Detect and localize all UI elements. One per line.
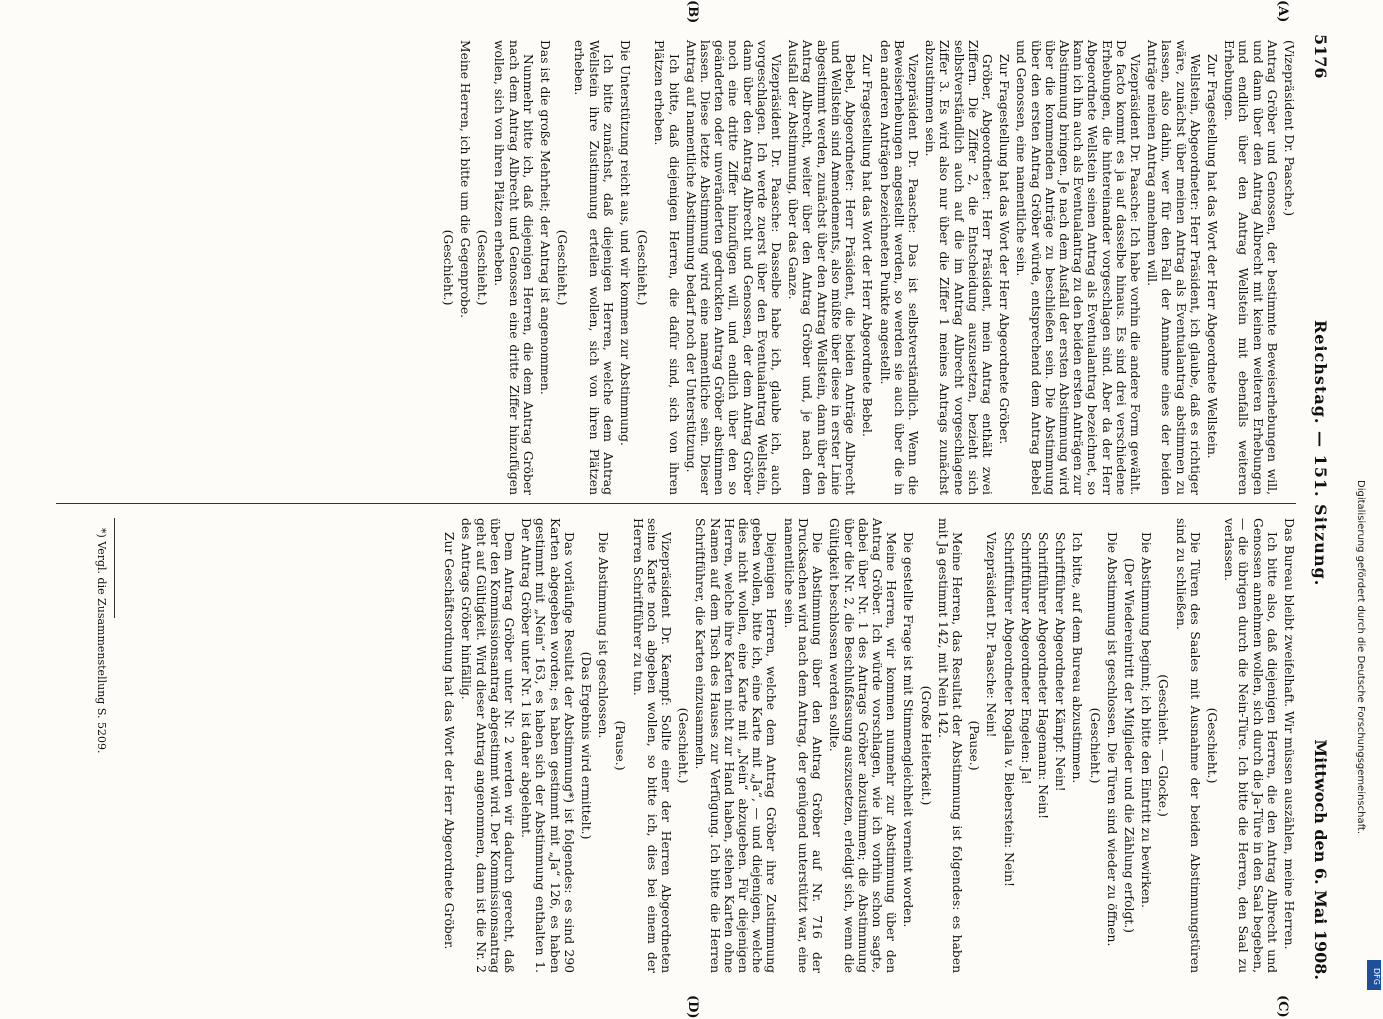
paragraph: (Große Heiterkeit.) (918, 685, 933, 806)
paragraph: Schriftführer Abgeordneter Rogalla v. Bieberstein: Nein! (1001, 532, 1016, 887)
paragraph: Ich bitte also, daß diejenigen Herren, die den Antrag Albrecht und Genossen annehmen wollen, sich durch die Ja-Türe in den Saal begeben, — die übrigen durch die Nein-Türe. Ich bitte die Herren, den Saal zu verlassen. (1222, 518, 1279, 973)
paragraph: Zur Fragestellung hat das Wort der Herr Abgeordnete Wellstein. (1204, 54, 1219, 459)
margin-marker-c: (C) (1275, 995, 1290, 1018)
paragraph: Diejenigen Herren, welche dem Antrag Gröber ihre Zustimmung geben wollen, bitte ich, eine Karte mit „Ja“, — und diejenigen, welche dies nicht wollen, eine Karte mit „Nein“ abzugeben. Für diejenigen Herren, welche ihre Karten nicht zur Hand haben, stehen Karten ohne Namen auf dem Tisch des Hauses zur Verfügung. Ich bitte die Herren Schriftführer, die Karten einzusammeln. (693, 518, 779, 973)
paragraph: Die gestellte Frage ist mit Stimmengleichheit verneint worden. (901, 532, 916, 928)
column-divider (56, 503, 1296, 504)
paragraph: (Pause.) (967, 720, 982, 771)
paragraph: Zur Geschäftsordnung hat das Wort der Herr Abgeordnete Gröber. (442, 532, 457, 950)
paragraph: (Geschieht. — Glocke.) (1156, 674, 1171, 817)
digitization-credit: Digitalisierung gefördert durch die Deutsche Forschungsgemeinschaft. (1355, 480, 1366, 835)
dfg-logo: DFG (1367, 960, 1381, 990)
page-title: Reichstag. — 151. Sitzung. (1311, 320, 1330, 587)
paragraph: Die Abstimmung ist geschlossen. (596, 532, 611, 739)
paragraph: Das Bureau bleibt zweifelhaft. Wir müssen auszählen, meine Herren. (1282, 518, 1296, 950)
paragraph: Nunmehr bitte ich, daß diejenigen Herren, die dem Antrag Gröber nach dem Antrag Albrecht und Genossen eine dritte Ziffer hinzufügen wollen, sich von ihren Plätzen erheben. (492, 40, 535, 495)
paragraph: Das vorläufige Resultat der Abstimmung*) ist folgendes: es sind 290 Karten abgegeben worden; es haben gestimmt mit „Ja“ 126, es haben gestimmt mit „Nein“ 163, es haben sich der Abstimmung enthalten 1. Der Antrag Gröber unter Nr. 1 ist daher abgelehnt. (519, 518, 576, 973)
paragraph: Schriftführer Abgeordneter Engelen: Ja! (1018, 532, 1033, 785)
paragraph: Gröber, Abgeordneter: Herr Präsident, mein Antrag enthält zwei Ziffern. Die Ziffer 2, die Entscheidung auszusetzen, bezieht sich selbstverständlich auch auf die im Antrag Albrecht vorgeschlagene Ziffer 3. Es wird also nur über die Ziffer 1 meines Antrags zunächst abzustimmen sein. (923, 40, 994, 495)
paragraph: (Der Wiedereintritt der Mitglieder und die Zählung erfolgt.) (1121, 558, 1136, 933)
paragraph: Das ist die große Mehrheit; der Antrag ist angenommen. (538, 40, 553, 395)
paragraph: Die Türen des Saales mit Ausnahme der beiden Abstimmungstüren sind zu schließen. (1173, 518, 1202, 973)
paragraph: Die Abstimmung über den Antrag Gröber auf Nr. 716 der Drucksachen wird nach dem Antrag, der genügend unterstützt war, eine namentliche sein. (781, 518, 825, 973)
paragraph: (Geschieht.) (1204, 707, 1219, 784)
paragraph: Wellstein, Abgeordneter: Herr Präsident, ich glaube, daß es richtiger wäre, zunächst über meinen Antrag als Eventualantrag abstimmen zu lassen, also dahin, wer für den Fall der Annahme eines der beiden Anträge meinen Antrag annehmen will. (1145, 40, 1202, 495)
right-text-column (439, 518, 1296, 973)
paragraph: (Geschieht.) (440, 229, 455, 306)
paragraph: (Geschieht.) (635, 229, 650, 306)
margin-marker-a: (A) (1275, 0, 1290, 23)
page-header (1300, 30, 1340, 990)
left-text-column (438, 40, 1296, 495)
page-date: Mittwoch den 6. Mai 1908. (1311, 739, 1330, 980)
paragraph: Die Unterstützung reicht aus, und wir kommen zur Abstimmung. (618, 40, 633, 446)
paragraph: Ich bitte, auf dem Bureau abzustimmen. (1070, 532, 1085, 784)
paragraph: (Pause.) (613, 720, 628, 771)
paragraph: Vizepräsident Dr. Paasche: Nein! (984, 532, 999, 738)
paragraph: Die Abstimmung ist geschlossen. Die Türen sind wieder zu öffnen. (1104, 532, 1119, 947)
footnote-rule (114, 518, 115, 618)
paragraph: Dem Antrag Gröber unter Nr. 2 werden wir dadurch gerecht, daß über den Kommissionsantrag abgestimmt wird. Der Kommissionsantrag geht auf Gültigkeit. Wird dieser Antrag angenommen, dann ist die Nr. 2 des Antrags Gröber hinfällig. (459, 518, 517, 973)
paragraph: Vizepräsident Dr. Paasche: Das ist selbstverständlich. Wenn die Beweiserhebungen angestellt werden, so werden sie auch über die in den anderen Anträgen bezeichneten Punkte angestellt. (877, 40, 920, 495)
rotated-document-page (40, 0, 1340, 1019)
paragraph: (Geschieht.) (1087, 707, 1102, 784)
page-number: 5176 (1311, 34, 1330, 79)
paragraph: Ich bitte zunächst, daß diejenigen Herren, welche dem Antrag Wellstein ihre Zustimmung erteilen wollen, sich von ihren Plätzen erheben. (572, 40, 615, 495)
paragraph: Bebel, Abgeordneter: Herr Präsident, die beiden Anträge Albrecht und Wellstein sind Amendements, also müßte über diese in erster Linie abgestimmt werden, zunächst über den Antrag Wellstein, dann über den Antrag Albrecht, weiter über den Antrag Gröber und, je nach dem Ausfall der Abstimmung, über das Ganze. (786, 40, 858, 495)
paragraph: Schriftführer Abgeordneter Hagemann: Nein! (1035, 532, 1050, 820)
paragraph: (Geschieht.) (475, 229, 490, 306)
paragraph: Zur Fragestellung hat das Wort der Herr Abgeordnete Bebel. (860, 54, 875, 437)
paragraph: Vizepräsident Dr. Kaempf: Sollte einer der Herren Abgeordneten seine Karte noch abgeben wollen, so bitte ich, dies bei einem der Herren Schriftführer zu tun. (630, 518, 674, 973)
paragraph: (Geschieht.) (555, 229, 570, 306)
paragraph: Meine Herren, wir kommen nunmehr zur Abstimmung über den Antrag Gröber. Ich würde vorschlagen, wie ich vorhin schon sagte, dabei über Nr. 1 des Antrags Gröber abzustimmen; die Abstimmung über die Nr. 2, die Beschlußfassung auszusetzen, erledigt sich, wenn die Gültigkeit beschlossen werden sollte. (827, 518, 899, 973)
paragraph: Vizepräsident Dr. Paasche: Dasselbe habe ich, glaube ich, auch vorgeschlagen. Ich werde zuerst über den Eventualantrag Wellstein, dann über den Antrag Albrecht und Genossen, der dem Antrag Gröber noch eine dritte Ziffer hinzufügen will, und endlich über den so geänderten oder unveränderten gedruckten Antrag Gröber abstimmen lassen. Diese letzte Abstimmung wird eine namentliche sein. Dieser Antrag auf namentliche Abstimmung bedarf noch der Unterstützung. (683, 40, 784, 495)
paragraph: Antrag Gröber und Genossen, der bestimmte Beweiserhebungen will, und dann über den Antrag Albrecht mit keinen weiteren Erhebungen und endlich über den Antrag Wellstein mit ebenfalls weiteren Erhebungen. (1222, 40, 1279, 495)
paragraph: (Das Ergebnis wird ermittelt.) (579, 651, 594, 840)
paragraph: Meine Herren, ich bitte um die Gegenprobe. (458, 40, 473, 319)
paragraph: Ich bitte, daß diejenigen Herren, die dafür sind, sich von ihren Plätzen erheben. (652, 40, 681, 495)
paragraph: (Vizepräsident Dr. Paasche.) (1282, 40, 1296, 217)
paragraph: Zur Fragestellung hat das Wort der Herr Abgeordnete Gröber. (997, 54, 1012, 445)
paragraph: (Geschieht.) (676, 707, 691, 784)
paragraph: Meine Herren, das Resultat der Abstimmung ist folgendes: es haben mit Ja gestimmt 142, mit Nein 142. (935, 518, 964, 973)
paragraph: Schriftführer Abgeordneter Kämpf: Nein! (1053, 532, 1068, 792)
paragraph: Die Abstimmung beginnt; ich bitte den Eintritt zu bewirken. (1139, 532, 1154, 908)
margin-marker-d: (D) (685, 995, 700, 1019)
margin-marker-b: (B) (685, 0, 700, 24)
paragraph: Vizepräsident Dr. Paasche: Ich habe vorhin die andere Form gewählt. De facto kommt es ja auf dasselbe hinaus. Es sind drei verschiedene Erhebungen, die hintereinander vorgeschlagen sind. Aber da der Herr Abgeordnete Wellstein seinen Antrag als Eventualantrag bezeichnet, so kann ich ihn auch als Eventualantrag zu den beiden ersten Anträgen zur Abstimmung bringen. Je nach dem Ausfall der ersten Abstimmung wird über die kommenden Anträge zu beschließen sein. Die Abstimmung über den ersten Antrag Gröber würde, entsprechend dem Antrag Bebel und Genossen, eine namentliche sein. (1014, 40, 1142, 495)
footnote: *) Vergl. die Zusammenstellung S. 5209. (95, 528, 108, 754)
